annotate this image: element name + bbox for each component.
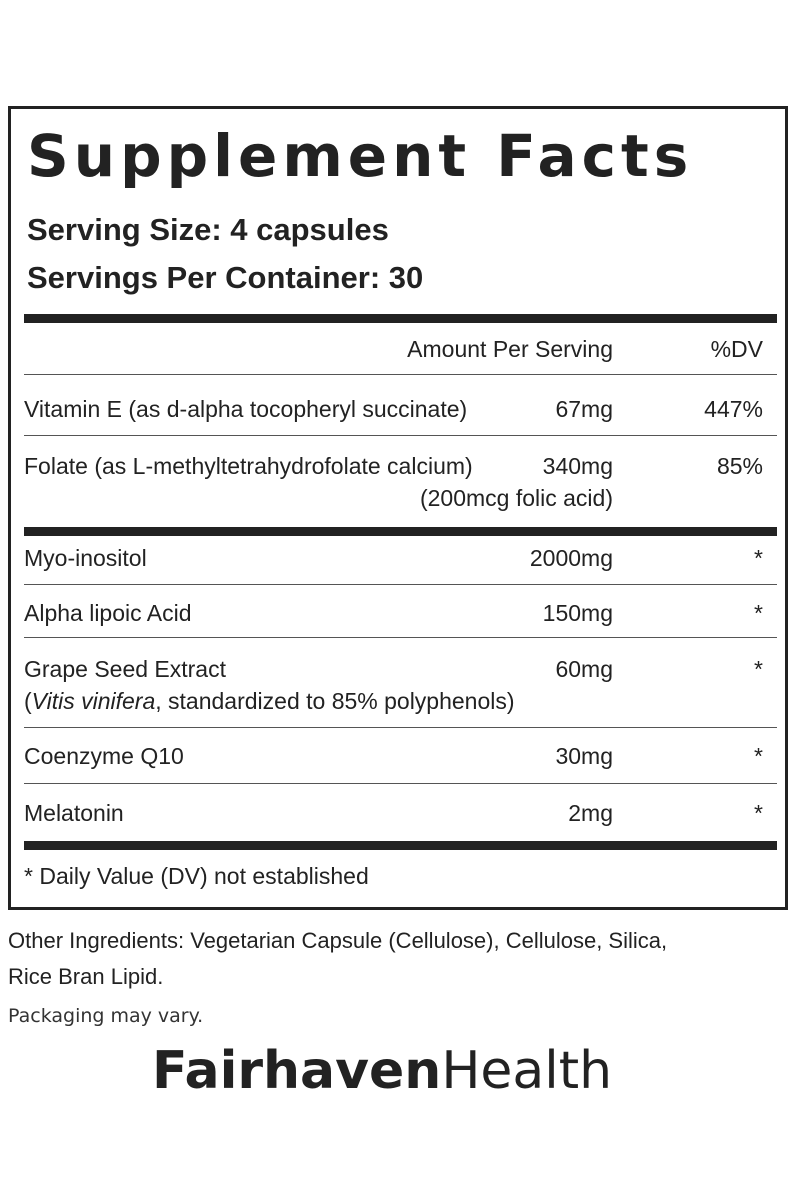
ingredient-amount: 60mg [555, 656, 613, 682]
brand-part-1: Fairhaven [152, 1041, 442, 1101]
ingredient-dv: * [754, 800, 763, 826]
ingredient-amount: 30mg [555, 743, 613, 769]
ingredient-dv: * [754, 545, 763, 571]
ingredient-dv: * [754, 656, 763, 682]
nutrient-name: Vitamin E (as d-alpha tocopheryl succinate) [24, 396, 468, 422]
latin-name: Vitis vinifera [31, 688, 156, 714]
nutrient-dv: 447% [704, 396, 763, 422]
nutrient-name: Folate (as L-methyltetrahydrofolate calcium) [24, 453, 473, 479]
ingredient-name: Alpha lipoic Acid [24, 600, 192, 626]
ingredient-name: Melatonin [24, 800, 124, 826]
ingredient-name: Grape Seed Extract [24, 656, 226, 682]
divider [24, 435, 777, 436]
brand-logo [152, 1036, 612, 1106]
ingredient-name-detail [24, 686, 515, 716]
amount-header: Amount Per Serving [407, 336, 613, 362]
dv-header: %DV [710, 336, 763, 362]
ingredient-name: Coenzyme Q10 [24, 743, 184, 769]
servings-per-container: Servings Per Container: 30 [27, 260, 424, 295]
nutrient-amount-detail: (200mcg folic acid) [419, 485, 613, 511]
ingredient-name: Myo-inositol [24, 545, 147, 571]
divider [24, 783, 777, 784]
ingredient-dv: * [754, 743, 763, 769]
other-ingredients-cont: Rice Bran Lipid. [8, 964, 164, 989]
standardization-note: , standardized to 85% polyphenols) [155, 688, 515, 714]
thick-divider [24, 527, 777, 536]
nutrient-amount: 67mg [555, 396, 613, 422]
other-ingredients: Other Ingredients: Vegetarian Capsule (Cellulose), Cellulose, Silica, [8, 928, 668, 953]
supplement-facts-panel [8, 106, 788, 910]
divider [24, 584, 777, 585]
divider [24, 637, 777, 638]
ingredient-amount: 2mg [568, 800, 613, 826]
ingredient-dv: * [754, 600, 763, 626]
nutrient-dv: 85% [716, 453, 763, 479]
dv-footnote: * Daily Value (DV) not established [24, 863, 369, 889]
packaging-note: Packaging may vary. [8, 1005, 204, 1027]
serving-size: Serving Size: 4 capsules [27, 212, 389, 247]
brand-part-2: Health [441, 1041, 613, 1101]
ingredient-amount: 150mg [542, 600, 613, 626]
thick-divider [24, 314, 777, 323]
ingredient-amount: 2000mg [529, 545, 613, 571]
divider [24, 374, 777, 375]
paren: ( [24, 688, 32, 714]
thick-divider [24, 841, 777, 850]
nutrient-amount: 340mg [542, 453, 613, 479]
divider [24, 727, 777, 728]
panel-title: Supplement Facts [27, 122, 694, 190]
